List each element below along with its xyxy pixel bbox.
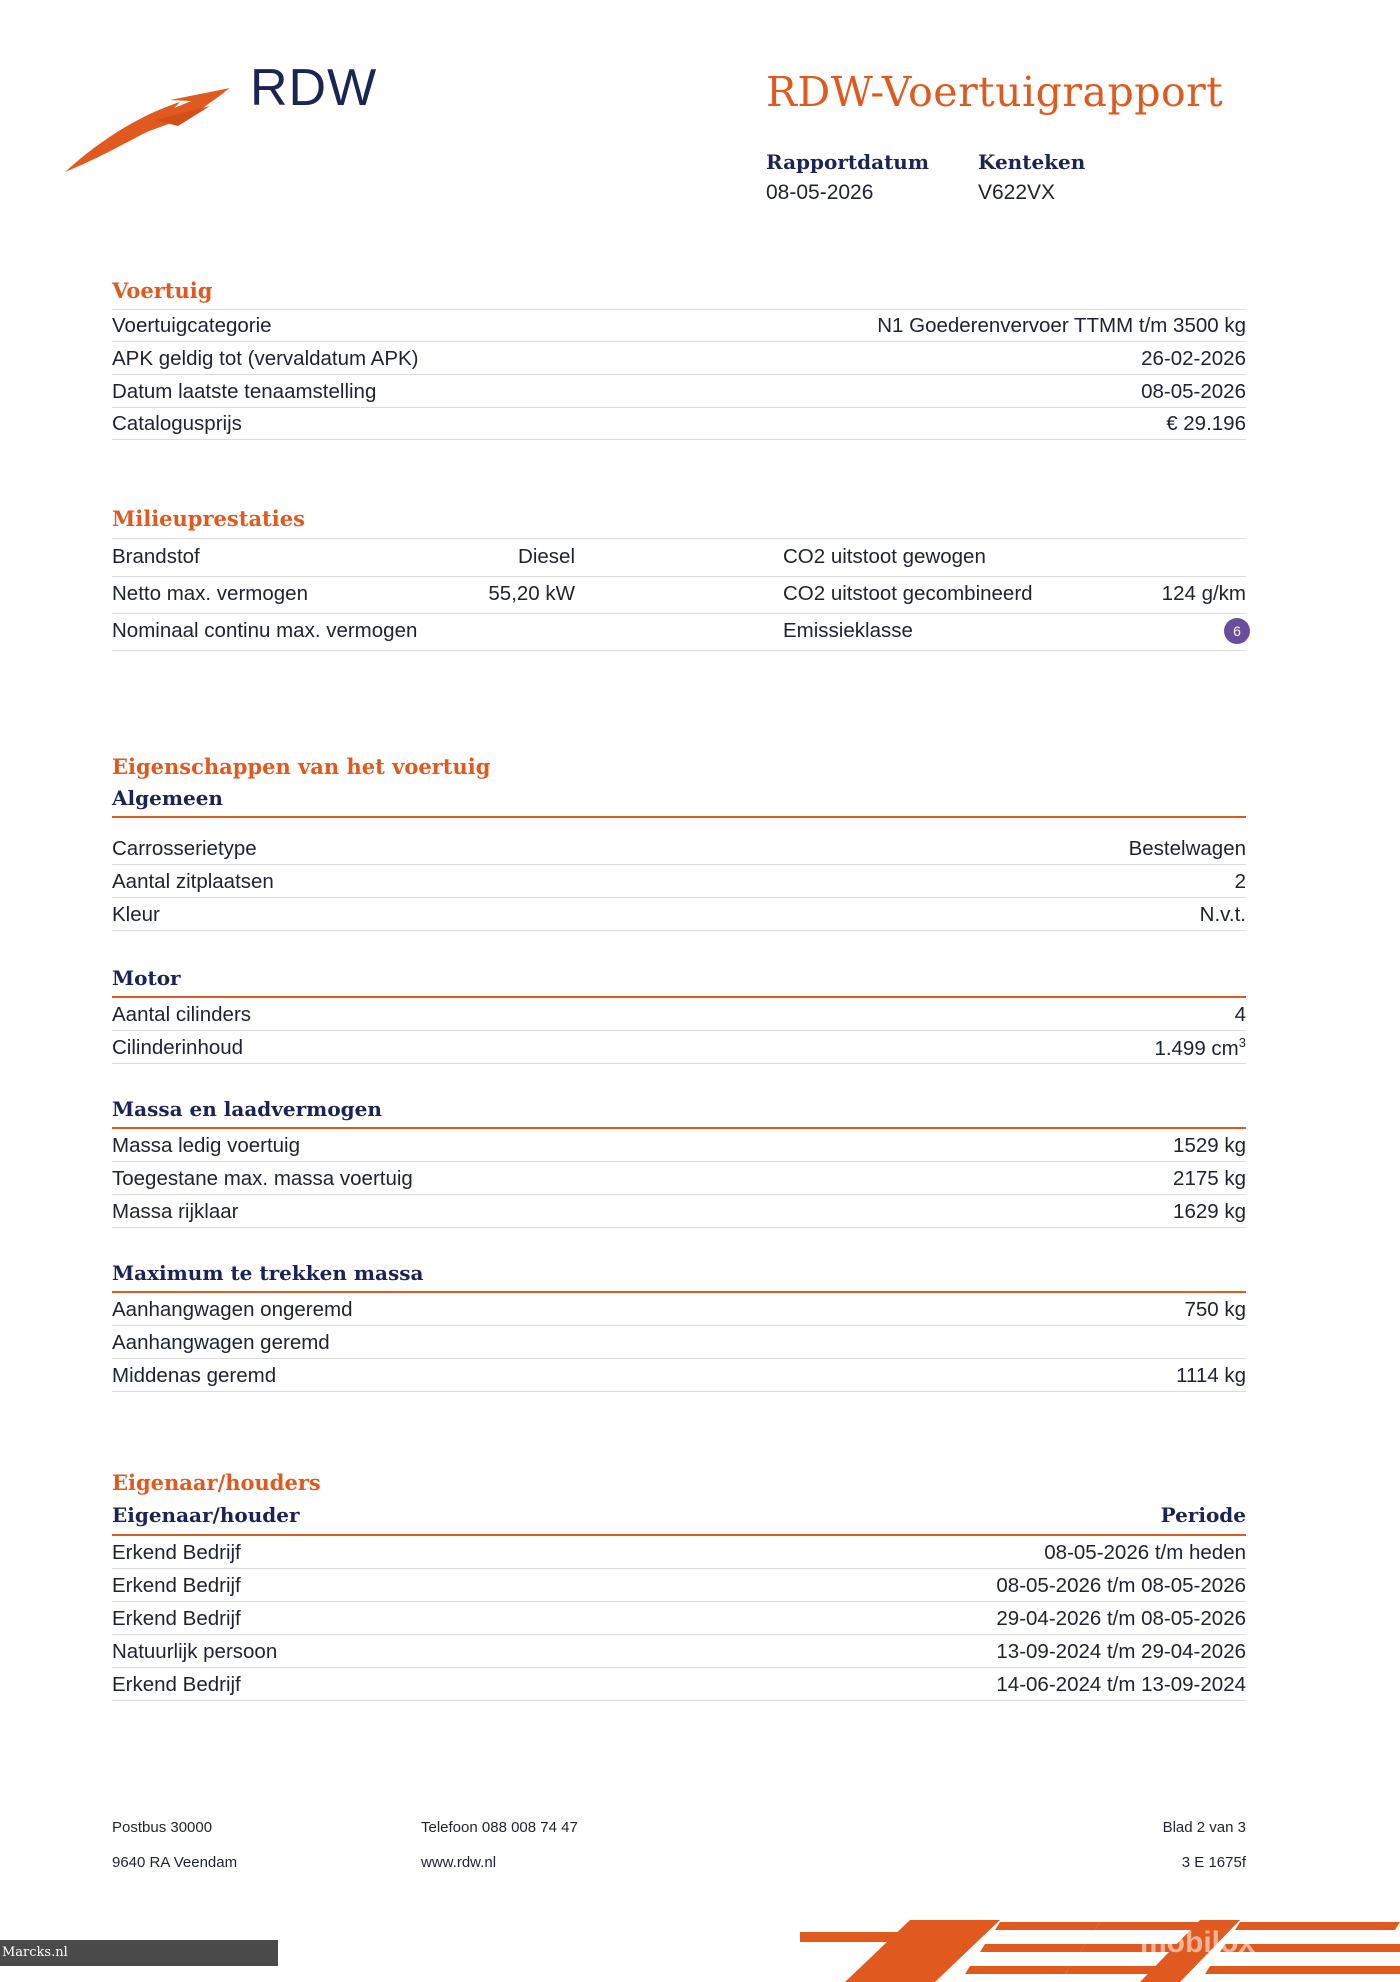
report-date: 08-05-2026 [766, 181, 874, 204]
milieu-value: 124 g/km [1161, 582, 1246, 605]
row-value [1154, 1035, 1246, 1061]
row-label: Carrosserietype [112, 837, 257, 860]
row-period: 13-09-2024 t/m 29-04-2026 [996, 1640, 1246, 1663]
plate-label: Kenteken [978, 150, 1086, 174]
table-row [112, 1668, 1246, 1701]
row-label: Catalogusprijs [112, 412, 242, 435]
corner-tag: Marcks.nl [0, 1940, 278, 1966]
row-value: 4 [1234, 1003, 1246, 1026]
section-voertuig-title: Voertuig [112, 278, 213, 303]
divider [112, 538, 1246, 539]
milieu-label: CO2 uitstoot gecombineerd [783, 582, 1033, 605]
report-title: RDW-Voertuigrapport [766, 68, 1224, 116]
row-value: 2 [1234, 870, 1246, 893]
row-period: 14-06-2024 t/m 13-09-2024 [996, 1673, 1246, 1696]
table-row [112, 342, 1246, 375]
row-value: N.v.t. [1199, 903, 1246, 926]
footer-phone: Telefoon 088 008 74 47 [421, 1819, 578, 1836]
brand-name: RDW [250, 59, 378, 117]
table-row [112, 1129, 1246, 1162]
table-row [112, 1293, 1246, 1326]
subsection-trekken-title: Maximum te trekken massa [112, 1261, 424, 1285]
table-row [112, 309, 1246, 342]
footer-page-number: Blad 2 van 3 [1162, 1819, 1246, 1836]
row-owner: Erkend Bedrijf [112, 1541, 241, 1564]
footer-code: 3 E 1675f [1181, 1854, 1246, 1871]
column-header-owner: Eigenaar/houder [112, 1503, 300, 1527]
milieu-value: Diesel [518, 545, 575, 568]
table-row [112, 1162, 1246, 1195]
row-period: 29-04-2026 t/m 08-05-2026 [996, 1607, 1246, 1630]
row-value: 08-05-2026 [1141, 380, 1246, 403]
row-label: Massa rijklaar [112, 1200, 239, 1223]
row-value: 750 kg [1184, 1298, 1246, 1321]
row-owner: Erkend Bedrijf [112, 1607, 241, 1630]
row-label: Aanhangwagen ongeremd [112, 1298, 353, 1321]
divider [112, 613, 1246, 614]
row-owner: Natuurlijk persoon [112, 1640, 278, 1663]
row-value: 26-02-2026 [1141, 347, 1246, 370]
table-row [112, 832, 1246, 865]
row-label: Toegestane max. massa voertuig [112, 1167, 413, 1190]
divider [112, 576, 1246, 577]
milieu-label: CO2 uitstoot gewogen [783, 545, 986, 568]
plate-number: V622VX [978, 181, 1056, 204]
row-label: Voertuigcategorie [112, 314, 272, 337]
footer-website-link[interactable]: www.rdw.nl [421, 1854, 497, 1871]
row-label: Aantal zitplaatsen [112, 870, 274, 893]
section-eigenschappen-title: Eigenschappen van het voertuig [112, 754, 491, 779]
table-row [112, 865, 1246, 898]
table-row [112, 1569, 1246, 1602]
row-label: Cilinderinhoud [112, 1036, 244, 1059]
section-eigenaar-title: Eigenaar/houders [112, 1470, 321, 1495]
table-row [112, 1602, 1246, 1635]
row-label: Aanhangwagen geremd [112, 1331, 330, 1354]
milieu-value: 55,20 kW [488, 582, 575, 605]
table-row [112, 407, 1246, 440]
divider [112, 816, 1246, 818]
row-label: Middenas geremd [112, 1364, 277, 1387]
row-owner: Erkend Bedrijf [112, 1574, 241, 1597]
row-label: Datum laatste tenaamstelling [112, 380, 377, 403]
table-row [112, 1359, 1246, 1392]
table-row [112, 1635, 1246, 1668]
row-value: 1114 kg [1176, 1364, 1246, 1387]
row-period: 08-05-2026 t/m heden [1044, 1541, 1246, 1564]
milieu-label: Nominaal continu max. vermogen [112, 619, 418, 642]
subsection-massa-title: Massa en laadvermogen [112, 1097, 382, 1121]
subsection-motor-title: Motor [112, 966, 181, 990]
milieu-label: Netto max. vermogen [112, 582, 308, 605]
unit-superscript: 3 [1238, 1035, 1246, 1051]
table-row [112, 1195, 1246, 1228]
table-row [112, 898, 1246, 931]
row-label: Aantal cilinders [112, 1003, 252, 1026]
table-row [112, 998, 1246, 1031]
table-row [112, 1031, 1246, 1064]
row-value: 2175 kg [1173, 1167, 1246, 1190]
row-value: Bestelwagen [1128, 837, 1246, 860]
row-value: 1629 kg [1173, 1200, 1246, 1223]
row-label: Massa ledig voertuig [112, 1134, 301, 1157]
row-period: 08-05-2026 t/m 08-05-2026 [996, 1574, 1246, 1597]
rdw-footer-stripes-icon [800, 1900, 1400, 1982]
table-row [112, 1536, 1246, 1569]
displacement-value: 1.499 cm [1154, 1036, 1239, 1060]
milieu-label: Emissieklasse [783, 619, 913, 642]
column-header-period: Periode [1160, 1503, 1246, 1527]
section-milieu-title: Milieuprestaties [112, 506, 305, 531]
report-date-label: Rapportdatum [766, 150, 930, 174]
row-owner: Erkend Bedrijf [112, 1673, 241, 1696]
subsection-algemeen-title: Algemeen [112, 786, 223, 810]
table-row [112, 375, 1246, 408]
emission-class-badge: 6 [1224, 618, 1250, 644]
watermark: mobilox [1140, 1926, 1256, 1959]
row-value: € 29.196 [1166, 412, 1246, 435]
row-label: APK geldig tot (vervaldatum APK) [112, 347, 419, 370]
milieu-label: Brandstof [112, 545, 200, 568]
footer-address-line2: 9640 RA Veendam [112, 1854, 238, 1871]
divider [112, 650, 1246, 651]
row-label: Kleur [112, 903, 160, 926]
footer-address-line1: Postbus 30000 [112, 1819, 213, 1836]
rdw-logo-icon [60, 80, 235, 180]
row-value: 1529 kg [1173, 1134, 1246, 1157]
table-row [112, 1326, 1246, 1359]
row-value: N1 Goederenvervoer TTMM t/m 3500 kg [877, 314, 1246, 337]
